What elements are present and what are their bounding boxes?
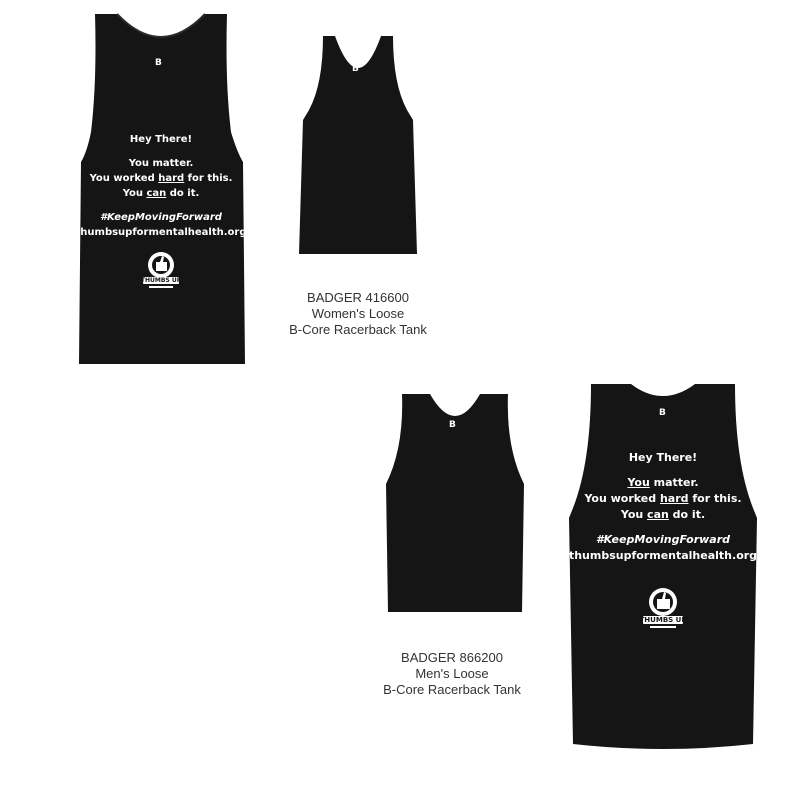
womens-product-caption bbox=[268, 290, 448, 338]
thumbs-up-logo bbox=[639, 586, 687, 630]
can-do-line: You can do it. bbox=[122, 188, 200, 199]
womens-back-print bbox=[75, 132, 247, 240]
mens-tank-back-shape bbox=[567, 382, 759, 752]
mens-tank-back-image bbox=[567, 382, 759, 752]
mens-front-brand-mark: B bbox=[449, 420, 456, 430]
hashtag-text: #KeepMovingForward bbox=[595, 533, 731, 546]
greeting-text: Hey There! bbox=[129, 134, 193, 145]
matter-line: You matter. bbox=[128, 158, 194, 169]
womens-back-brand-mark: B bbox=[155, 58, 162, 68]
mens-product-caption bbox=[362, 650, 542, 698]
womens-model: BADGER 416600 bbox=[307, 290, 409, 305]
womens-front-brand-mark: B bbox=[352, 64, 359, 74]
thumbs-up-logo-text: THUMBS UP bbox=[140, 277, 182, 284]
mens-back-brand-mark: B bbox=[659, 408, 666, 418]
mens-model: BADGER 866200 bbox=[401, 650, 503, 665]
thumbs-up-logo bbox=[139, 250, 183, 290]
website-text: thumbsupformentalhealth.org bbox=[568, 549, 758, 562]
thumbs-up-logo-icon bbox=[139, 250, 183, 290]
thumbs-up-logo-text: THUMBS UP bbox=[639, 616, 687, 624]
worked-hard-line: You worked hard for this. bbox=[89, 173, 233, 184]
mens-style: B-Core Racerback Tank bbox=[383, 682, 521, 697]
matter-line: You matter. bbox=[627, 476, 699, 489]
mens-back-print bbox=[567, 450, 759, 564]
womens-fit: Women's Loose bbox=[311, 306, 405, 321]
mens-tank-front-image bbox=[384, 392, 526, 614]
mens-fit: Men's Loose bbox=[415, 666, 489, 681]
worked-hard-line: You worked hard for this. bbox=[584, 492, 742, 505]
womens-style: B-Core Racerback Tank bbox=[289, 322, 427, 337]
can-do-line: You can do it. bbox=[620, 508, 706, 521]
website-text: thumbsupformentalhealth.org bbox=[75, 227, 247, 238]
greeting-text: Hey There! bbox=[628, 451, 698, 464]
hashtag-text: #KeepMovingForward bbox=[100, 212, 222, 223]
womens-tank-back-image bbox=[75, 12, 247, 366]
womens-tank-front-image bbox=[289, 34, 427, 256]
